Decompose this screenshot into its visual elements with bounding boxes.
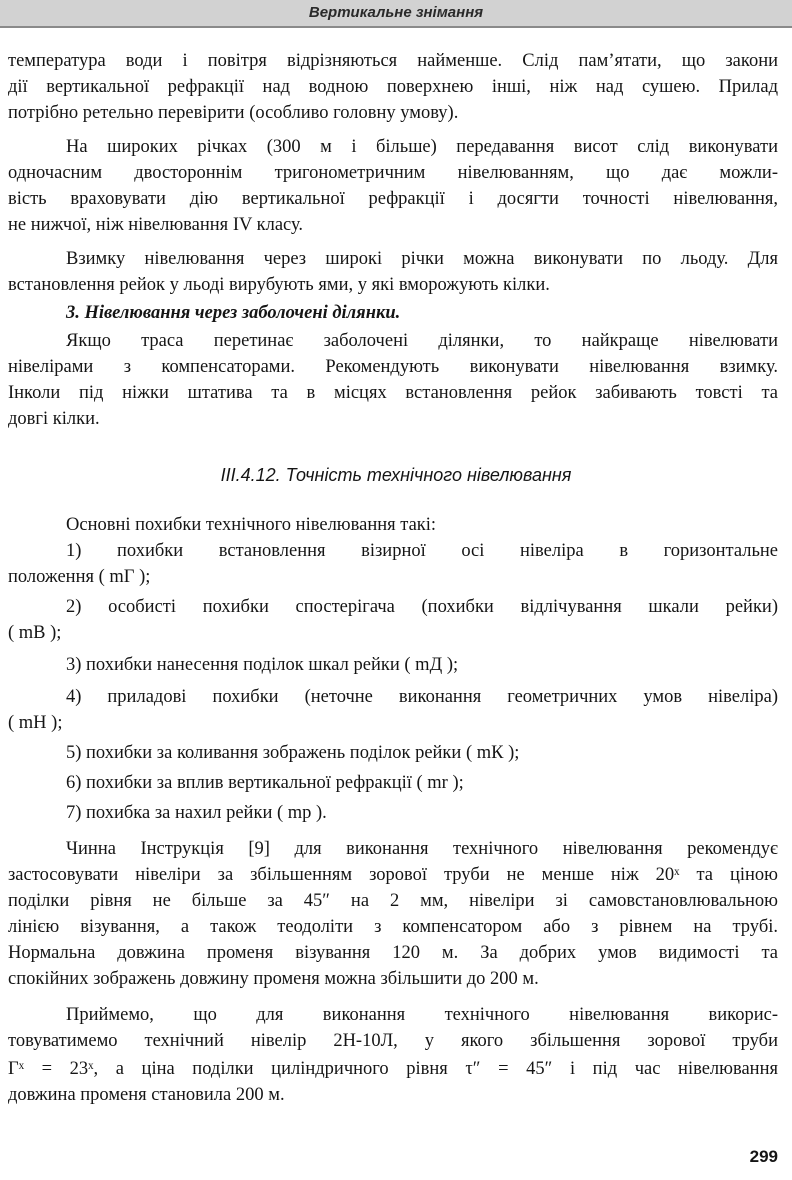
text-line: вість враховувати дію вертикальної рефракції і досягти точності нівелювання,: [8, 189, 778, 209]
text-line: Чинна Інструкція [9] для виконання технічного нівелювання рекомендує: [66, 839, 778, 859]
text-line: спокійних зображень довжину променя можна збільшити до 200 м.: [8, 969, 539, 989]
text-line: поділки рівня не більше за 45″ на 2 мм, нівеліри зі самовстановлювальною: [8, 891, 778, 911]
section-heading: III.4.12. Точність технічного нівелювання: [220, 465, 572, 485]
list-item: 6) похибки за вплив вертикальної рефракції ( mr );: [66, 773, 464, 793]
text-line: Якщо траса перетинає заболочені ділянки, то найкраще нівелювати: [66, 331, 778, 351]
list-item: 5) похибки за коливання зображень поділок рейки ( mК );: [66, 743, 520, 763]
text-line: дії вертикальної рефракції над водною поверхнею інші, ніж над сушею. Прилад: [8, 77, 778, 97]
text-line: застосовувати нівеліри за збільшенням зорової труби не менше ніж 20ˣ та ціною: [8, 865, 778, 885]
text-line: нівелірами з компенсаторами. Рекомендують виконувати нівелювання взимку.: [8, 357, 778, 377]
text-line: температура води і повітря відрізняються найменше. Слід пам’ятати, що закони: [8, 51, 778, 71]
list-item: 3) похибки нанесення поділок шкал рейки ( mД );: [66, 655, 459, 675]
text-line: довгі кілки.: [8, 409, 100, 429]
list-item: 7) похибка за нахил рейки ( mр ).: [66, 803, 327, 823]
running-header: [0, 0, 792, 28]
text-line: довжина променя становила 200 м.: [8, 1085, 285, 1105]
text-line: одночасним двостороннім тригонометричним нівелюванням, що дає можли-: [8, 163, 778, 183]
text-line: потрібно ретельно перевірити (особливо головну умову).: [8, 103, 459, 123]
list-item: положення ( mГ );: [8, 567, 151, 587]
list-item: 4) приладові похибки (неточне виконання геометричних умов нівеліра): [66, 687, 778, 707]
list-item: 1) похибки встановлення візирної осі нівеліра в горизонтальне: [66, 541, 778, 561]
text-line: встановлення рейок у льоді вирубують ями, у які вморожують кілки.: [8, 275, 550, 295]
text-line: Інколи під ніжки штатива та в місцях встановлення рейок забивають товсті та: [8, 383, 778, 403]
text-line: Приймемо, що для виконання технічного нівелювання викорис-: [66, 1005, 778, 1025]
list-item: ( mВ );: [8, 623, 62, 643]
text-line: На широких річках (300 м і більше) передавання висот слід виконувати: [66, 137, 778, 157]
text-line: не нижчої, ніж нівелювання IV класу.: [8, 215, 304, 235]
text-line: Основні похибки технічного нівелювання такі:: [66, 515, 437, 535]
text-line: Взимку нівелювання через широкі річки можна виконувати по льоду. Для: [66, 249, 778, 269]
text-line: товуватимемо технічний нівелір 2Н-10Л, у якого збільшення зорової труби: [8, 1031, 778, 1051]
text-line: Нормальна довжина променя візування 120 м. За добрих умов видимості та: [8, 943, 778, 963]
list-item: ( mН );: [8, 713, 63, 733]
page-number: 299: [749, 1147, 778, 1166]
text-line: Гˣ = 23ˣ, а ціна поділки циліндричного рівня τ″ = 45″ і під час нівелювання: [8, 1059, 778, 1079]
text-line: лінією візування, а також теодоліти з компенсатором або з рівнем на трубі.: [8, 917, 778, 937]
running-title: Вертикальне знімання: [308, 4, 484, 21]
list-item: 2) особисті похибки спостерігача (похибки відлічування шкали рейки): [66, 597, 778, 617]
subheading: 3. Нівелювання через заболочені ділянки.: [66, 303, 401, 323]
